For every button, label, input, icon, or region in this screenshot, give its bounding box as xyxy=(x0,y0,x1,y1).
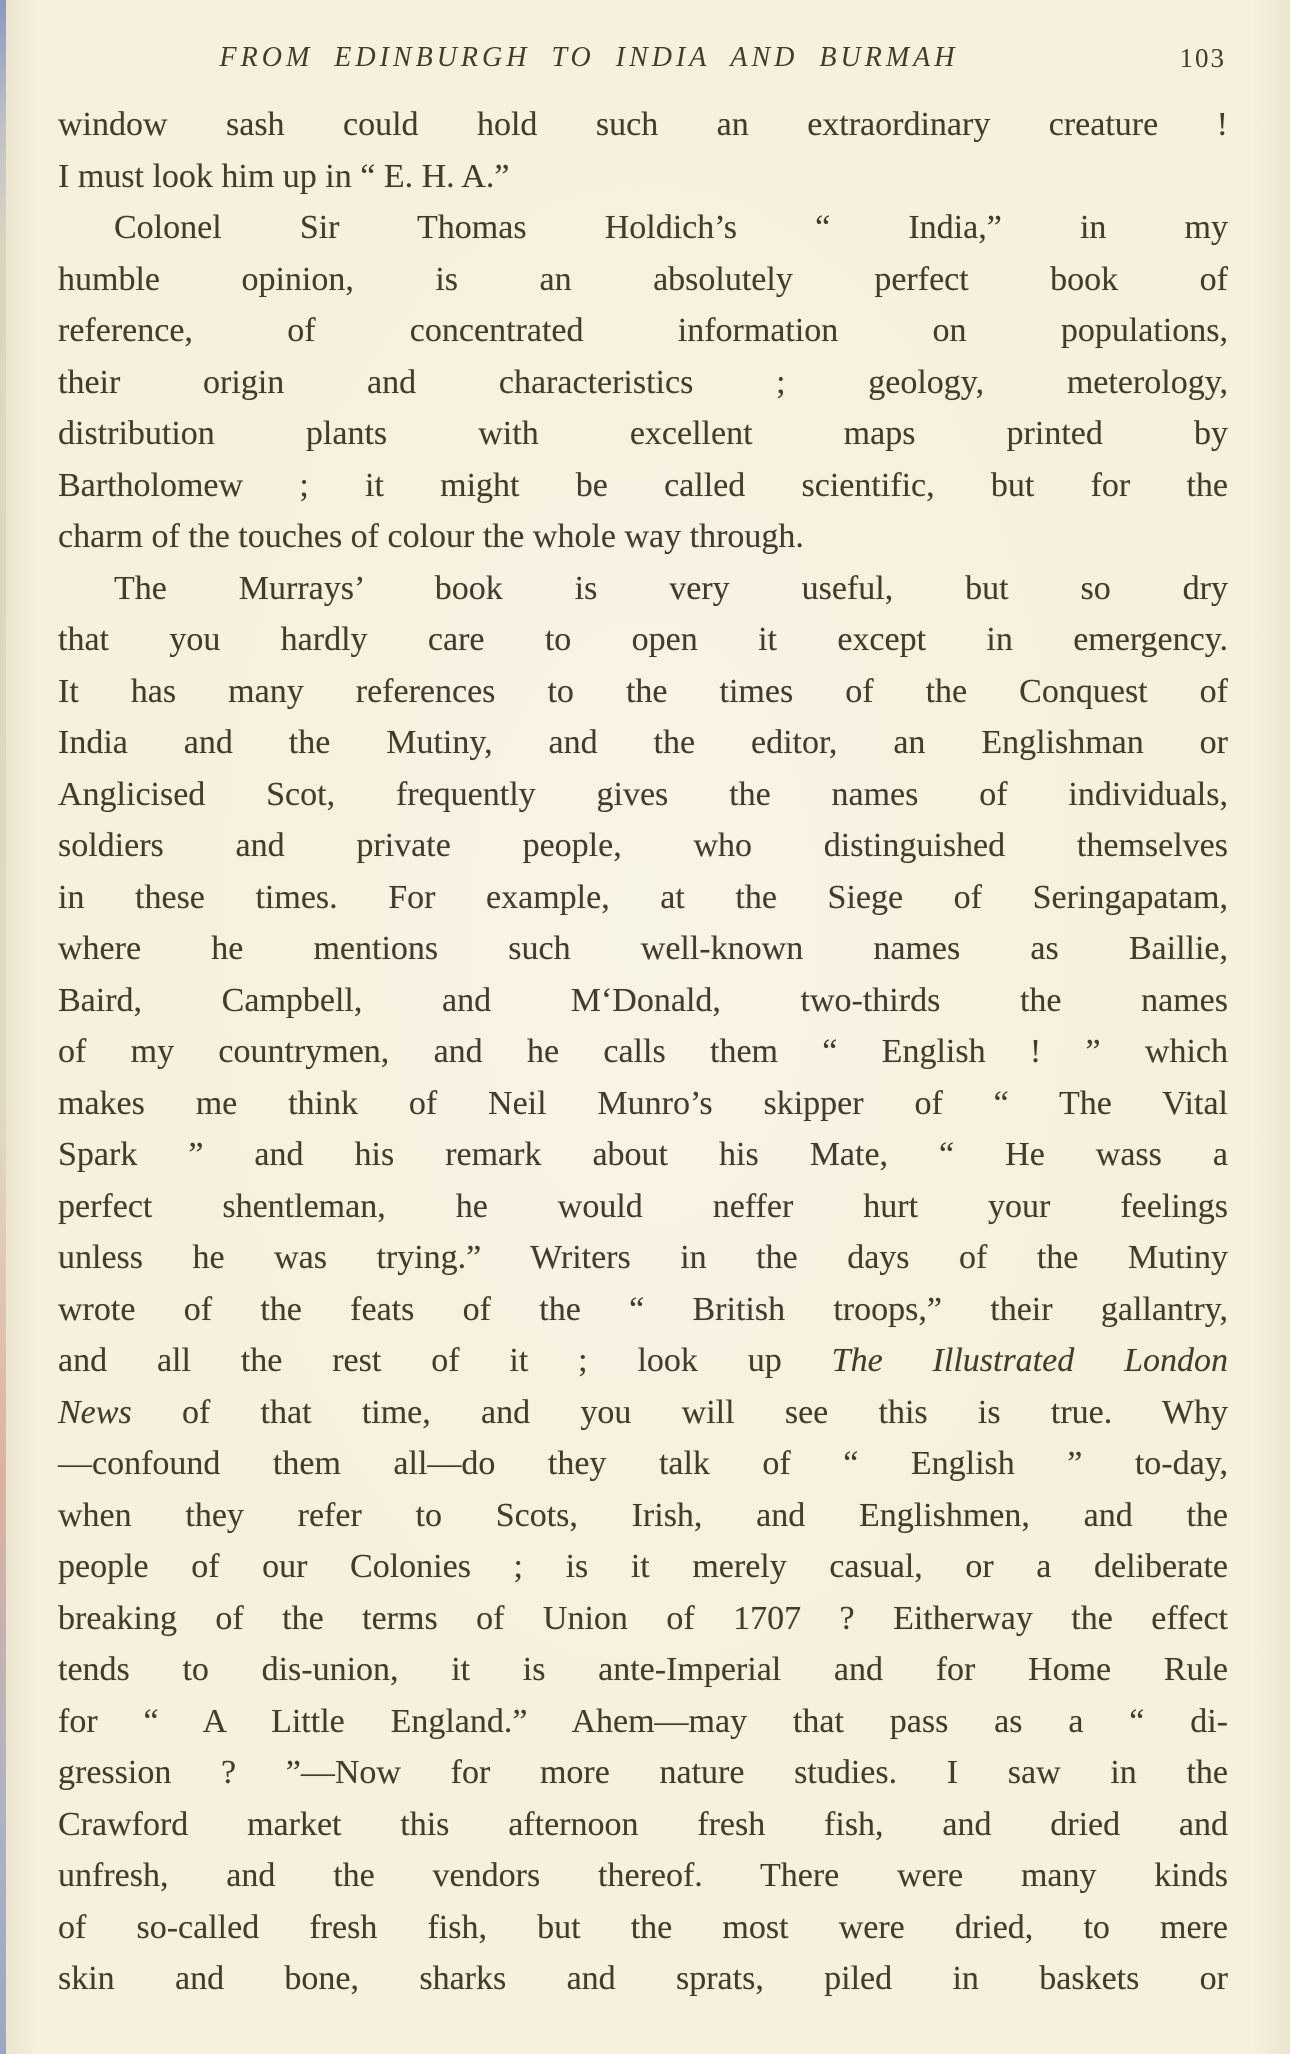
text-line: charm of the touches of colour the whole way through. xyxy=(58,518,804,555)
text-line: wrote of the feats of the “ British troops,” their gallantry, xyxy=(58,1290,1228,1328)
text-line: gression ? ”—Now for more nature studies. I saw in the xyxy=(58,1754,1228,1791)
text-line: of so-called fresh fish, but the most were dried, to mere xyxy=(58,1908,1228,1946)
text-body xyxy=(58,99,1228,2005)
text-line: unfresh, and the vendors thereof. There were many kinds xyxy=(58,1857,1228,1894)
text-line: skin and bone, sharks and sprats, piled in baskets or xyxy=(58,1960,1228,1997)
text-line: perfect shentleman, he would neffer hurt your feelings xyxy=(58,1187,1228,1225)
text-line: News of that time, and you will see this is true. Why xyxy=(58,1393,1228,1431)
text-line: Baird, Campbell, and M‘Donald, two-thirds the names xyxy=(58,981,1228,1019)
text-line: tends to dis-union, it is ante-Imperial and for Home Rule xyxy=(58,1651,1228,1688)
running-head xyxy=(62,42,1226,86)
running-head-title: FROM EDINBURGH TO INDIA AND BURMAH xyxy=(219,42,959,73)
text-line: Colonel Sir Thomas Holdich’s “ India,” in my xyxy=(114,209,1228,246)
text-line: Anglicised Scot, frequently gives the names of individuals, xyxy=(58,775,1228,813)
text-line: —confound them all—do they talk of “ English ” to-day, xyxy=(58,1445,1228,1482)
text-line: Spark ” and his remark about his Mate, “ He wass a xyxy=(58,1136,1228,1173)
text-line: Bartholomew ; it might be called scientific, but for the xyxy=(58,466,1228,504)
scan-edge-artifact xyxy=(0,0,6,2054)
text-line: window sash could hold such an extraordinary creature ! xyxy=(58,106,1228,143)
text-line: of my countrymen, and he calls them “ English ! ” which xyxy=(58,1033,1228,1070)
text-line: people of our Colonies ; is it merely casual, or a deliberate xyxy=(58,1548,1228,1585)
text-line: breaking of the terms of Union of 1707 ? Eitherway the effect xyxy=(58,1599,1228,1637)
text-line: India and the Mutiny, and the editor, an Englishman or xyxy=(58,724,1228,761)
page-number: 103 xyxy=(1179,43,1226,73)
text-line: I must look him up in “ E. H. A.” xyxy=(58,157,510,195)
text-line: distribution plants with excellent maps printed by xyxy=(58,415,1228,452)
text-line: where he mentions such well-known names as Baillie, xyxy=(58,930,1228,967)
text-line: The Murrays’ book is very useful, but so dry xyxy=(114,569,1228,607)
text-line: in these times. For example, at the Siege of Seringapatam, xyxy=(58,878,1228,916)
text-line: their origin and characteristics ; geology, meterology, xyxy=(58,363,1228,401)
text-line: reference, of concentrated information on populations, xyxy=(58,312,1228,349)
text-line: It has many references to the times of the Conquest of xyxy=(58,672,1228,710)
text-line: for “ A Little England.” Ahem—may that pass as a “ di- xyxy=(58,1702,1228,1740)
text-line: soldiers and private people, who distinguished themselves xyxy=(58,827,1228,864)
text-line: and all the rest of it ; look up The Illustrated London xyxy=(58,1342,1228,1379)
text-line: unless he was trying.” Writers in the days of the Mutiny xyxy=(58,1239,1228,1276)
text-line: makes me think of Neil Munro’s skipper of “ The Vital xyxy=(58,1084,1228,1122)
text-line: humble opinion, is an absolutely perfect book of xyxy=(58,260,1228,298)
text-line: when they refer to Scots, Irish, and Englishmen, and the xyxy=(58,1496,1228,1534)
text-line: that you hardly care to open it except in emergency. xyxy=(58,621,1228,658)
text-line: Crawford market this afternoon fresh fish, and dried and xyxy=(58,1805,1228,1843)
